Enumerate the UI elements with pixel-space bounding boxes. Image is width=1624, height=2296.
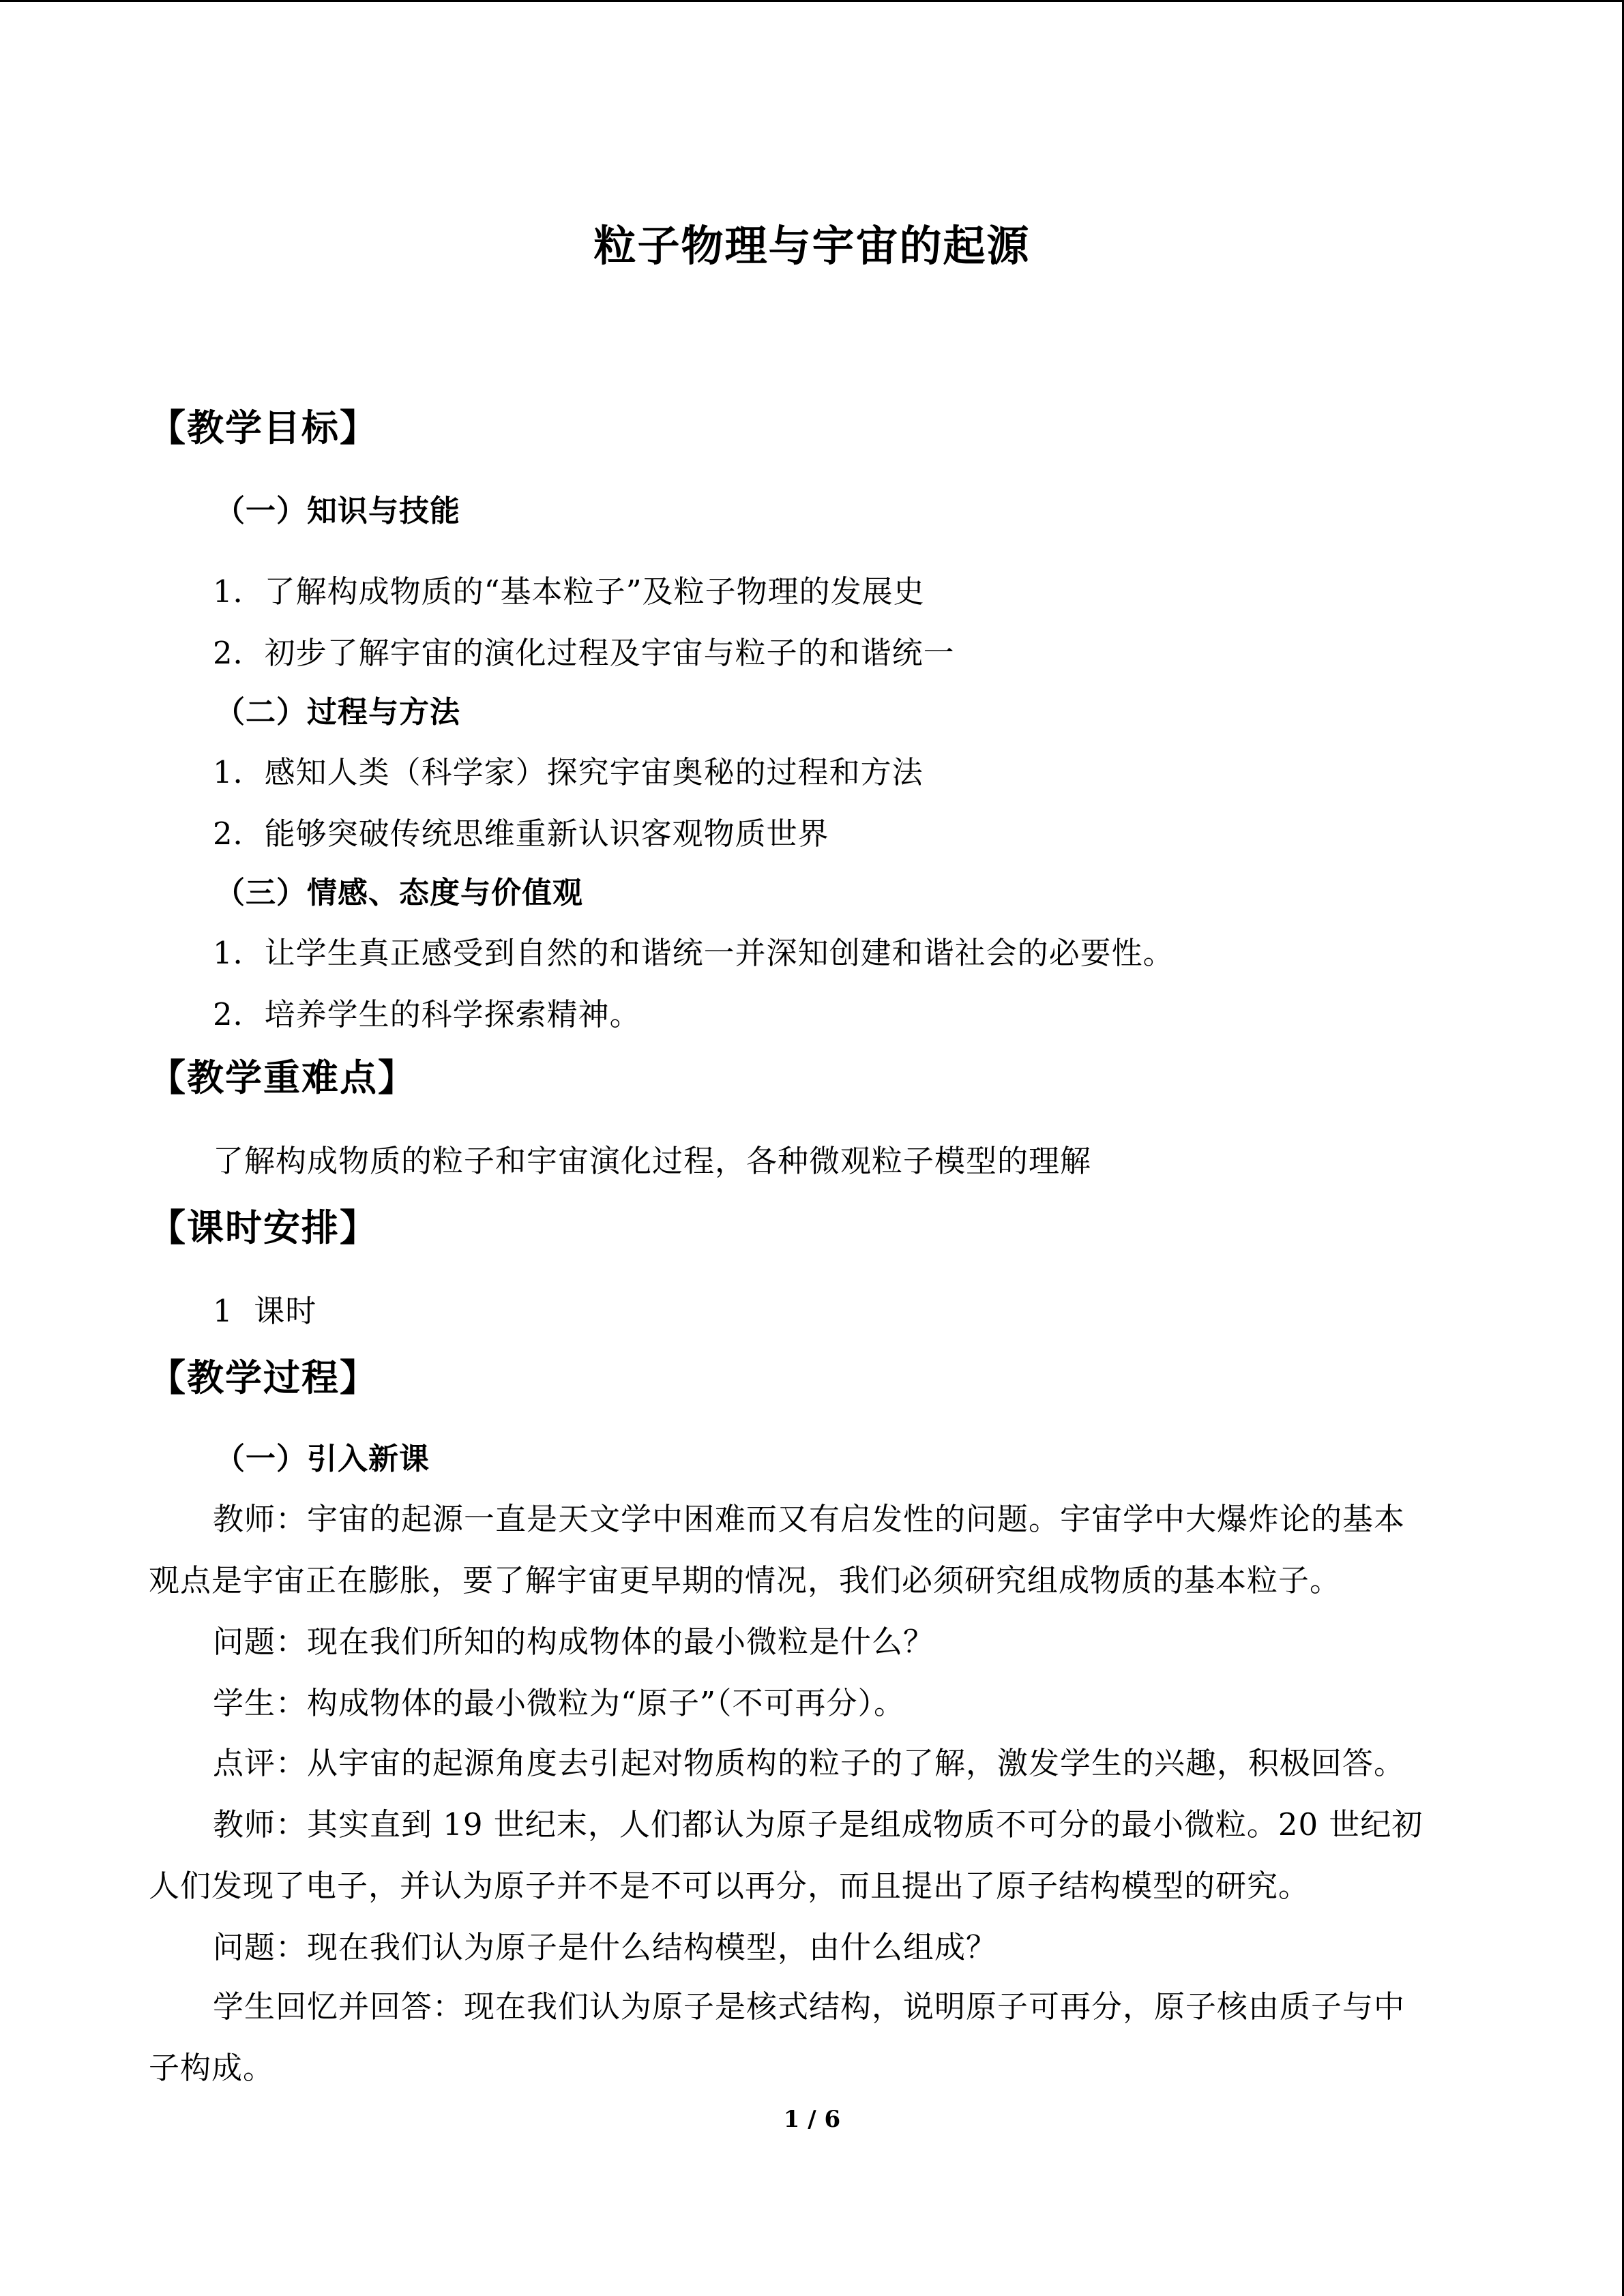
schedule-text: 1 课时 bbox=[213, 1293, 317, 1329]
procedure-line: 问题：现在我们所知的构成物体的最小微粒是什么？ bbox=[213, 1624, 935, 1660]
section-heading-goals: 【教学目标】 bbox=[149, 406, 378, 449]
document-title: 粒子物理与宇宙的起源 bbox=[593, 221, 1031, 271]
knowledge-item-1: 1．了解构成物质的“基本粒子”及粒子物理的发展史 bbox=[213, 573, 925, 610]
section-heading-procedure: 【教学过程】 bbox=[149, 1356, 378, 1399]
subheading-emotion: （三）情感、态度与价值观 bbox=[215, 876, 583, 910]
section-heading-schedule: 【课时安排】 bbox=[149, 1206, 378, 1249]
subheading-knowledge: （一）知识与技能 bbox=[215, 494, 460, 528]
procedure-line: 教师：其实直到 19 世纪末，人们都认为原子是组成物质不可分的最小微粒。20 世纪初 bbox=[213, 1806, 1423, 1843]
subheading-intro: （一）引入新课 bbox=[215, 1442, 430, 1476]
process-item-1: 1．感知人类（科学家）探究宇宙奥秘的过程和方法 bbox=[213, 754, 924, 790]
subheading-process: （二）过程与方法 bbox=[215, 695, 460, 730]
procedure-line: 人们发现了电子，并认为原子并不是不可以再分，而且提出了原子结构模型的研究。 bbox=[149, 1868, 1310, 1904]
key-points-text: 了解构成物质的粒子和宇宙演化过程，各种微观粒子模型的理解 bbox=[213, 1143, 1092, 1179]
process-item-2: 2．能够突破传统思维重新认识客观物质世界 bbox=[213, 816, 829, 852]
procedure-line: 点评：从宇宙的起源角度去引起对物质构的粒子的了解，激发学生的兴趣，积极回答。 bbox=[213, 1745, 1406, 1781]
procedure-line: 问题：现在我们认为原子是什么结构模型，由什么组成？ bbox=[213, 1929, 998, 1965]
page-number: 1 / 6 bbox=[783, 2106, 841, 2133]
procedure-line: 观点是宇宙正在膨胀，要了解宇宙更早期的情况，我们必须研究组成物质的基本粒子。 bbox=[149, 1562, 1342, 1598]
emotion-item-1: 1．让学生真正感受到自然的和谐统一并深知创建和谐社会的必要性。 bbox=[213, 935, 1175, 971]
procedure-line: 教师：宇宙的起源一直是天文学中困难而又有启发性的问题。宇宙学中大爆炸论的基本 bbox=[213, 1501, 1406, 1537]
procedure-line: 学生：构成物体的最小微粒为“原子”（不可再分）。 bbox=[213, 1685, 906, 1721]
procedure-line: 学生回忆并回答：现在我们认为原子是核式结构，说明原子可再分，原子核由质子与中 bbox=[213, 1988, 1406, 2025]
procedure-line: 子构成。 bbox=[149, 2050, 275, 2086]
emotion-item-2: 2．培养学生的科学探索精神。 bbox=[213, 996, 641, 1032]
knowledge-item-2: 2．初步了解宇宙的演化过程及宇宙与粒子的和谐统一 bbox=[213, 635, 955, 671]
section-heading-key-points: 【教学重难点】 bbox=[149, 1056, 416, 1099]
